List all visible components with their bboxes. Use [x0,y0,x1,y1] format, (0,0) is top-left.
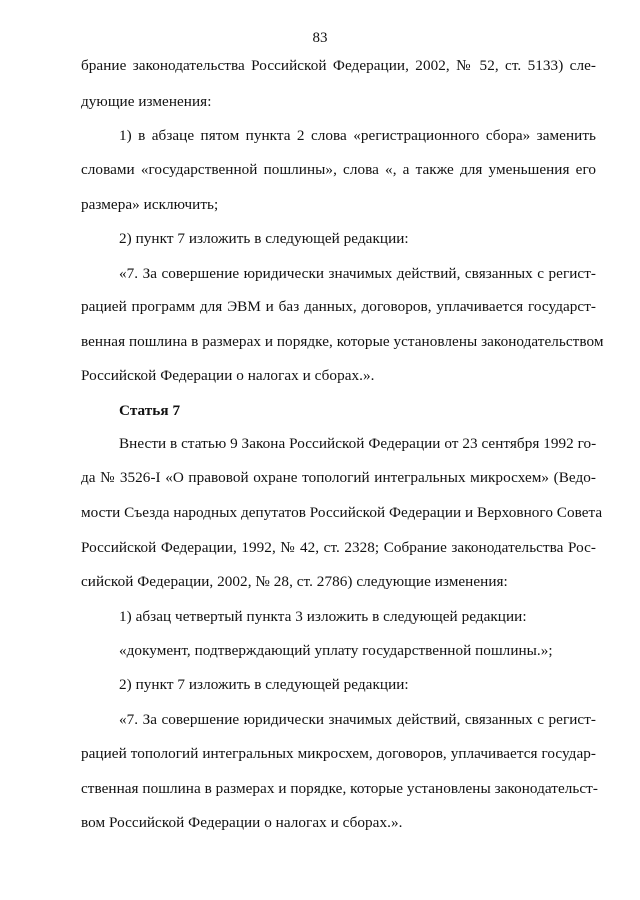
text-line: размера» исключить; [81,196,219,213]
quoted-text-line: вом Российской Федерации о налогах и сборах.». [81,814,403,831]
quoted-text-line: рацией программ для ЭВМ и баз данных, договоров, уплачивается государст- [81,298,596,315]
quoted-text-line: венная пошлина в размерах и порядке, которые установлены законодательством [81,333,604,350]
article-heading: Статья 7 [119,402,181,419]
list-item-line: 2) пункт 7 изложить в следующей редакции: [119,230,409,247]
list-item-line: 1) в абзаце пятом пункта 2 слова «регистрационного сбора» заменить [119,127,596,144]
page-number: 83 [312,30,328,46]
list-item-line: 1) абзац четвертый пункта 3 изложить в следующей редакции: [119,608,527,625]
quoted-text-line: Российской Федерации о налогах и сборах.». [81,367,375,384]
text-line: Внести в статью 9 Закона Российской Федерации от 23 сентября 1992 го- [119,435,597,452]
quoted-text-line: ственная пошлина в размерах и порядке, которые установлены законодательст- [81,780,598,797]
text-line: брание законодательства Российской Федерации, 2002, № 52, ст. 5133) сле- [81,57,596,74]
text-line: Российской Федерации, 1992, № 42, ст. 2328; Собрание законодательства Рос- [81,539,596,556]
text-line: словами «государственной пошлины», слова «, а также для уменьшения его [81,161,596,178]
quoted-text-line: «7. За совершение юридически значимых действий, связанных с регист- [119,265,596,282]
quoted-text-line: «документ, подтверждающий уплату государственной пошлины.»; [119,642,553,659]
quoted-text-line: рацией топологий интегральных микросхем, договоров, уплачивается государ- [81,745,596,762]
text-line: дующие изменения: [81,93,212,110]
text-line: да № 3526-I «О правовой охране топологий интегральных микросхем» (Ведо- [81,469,596,486]
quoted-text-line: «7. За совершение юридически значимых действий, связанных с регист- [119,711,596,728]
list-item-line: 2) пункт 7 изложить в следующей редакции: [119,676,409,693]
text-line: сийской Федерации, 2002, № 28, ст. 2786) следующие изменения: [81,573,508,590]
text-line: мости Съезда народных депутатов Российской Федерации и Верховного Совета [81,504,603,521]
